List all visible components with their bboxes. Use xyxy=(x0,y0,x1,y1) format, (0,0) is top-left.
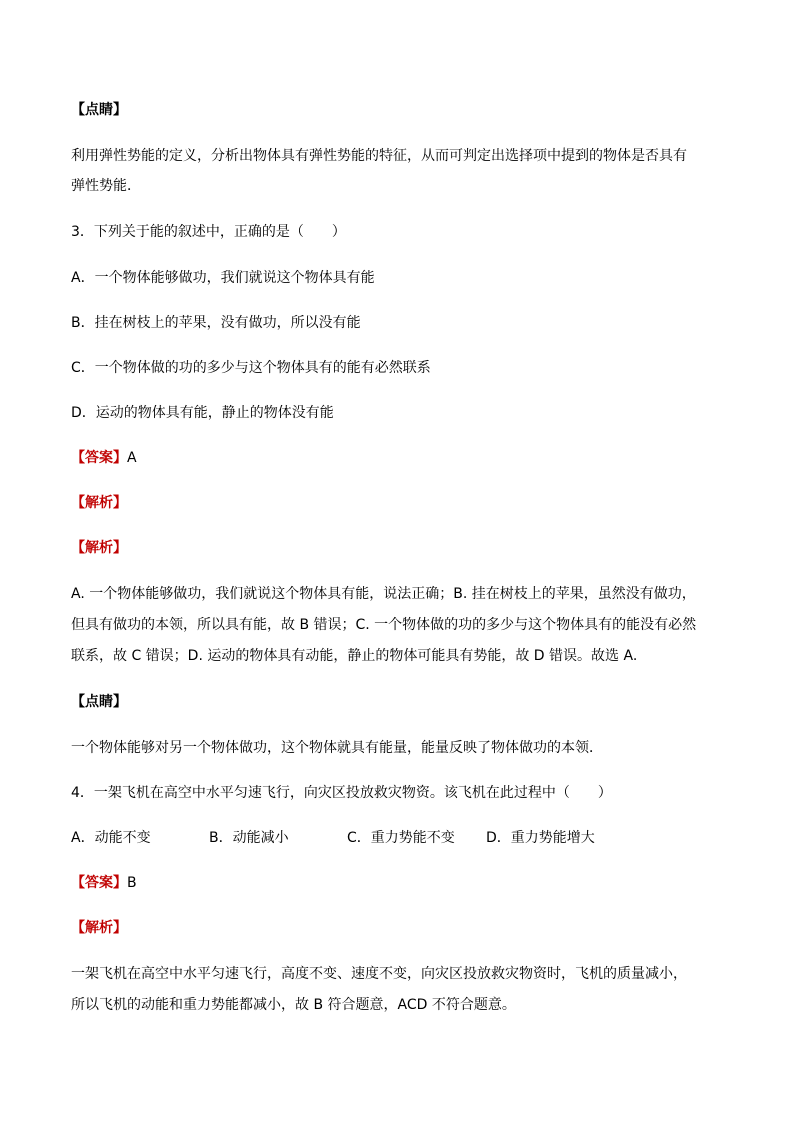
answer-value: A xyxy=(127,450,137,466)
question-4-answer xyxy=(71,873,731,893)
question-4-analysis-line1: 一架飞机在高空中水平匀速飞行，高度不变、速度不变，向灾区投放救灾物资时，飞机的质量减小， xyxy=(71,966,687,982)
question-3-option-d: D．运动的物体具有能，静止的物体没有能 xyxy=(71,405,334,421)
question-3-dianjing-text: 一个物体能够对另一个物体做功，这个物体就具有能量，能量反映了物体做功的本领． xyxy=(71,740,603,756)
question-3-analysis-label-1: 【解析】 xyxy=(71,495,127,511)
question-3-analysis-label-2: 【解析】 xyxy=(71,540,127,556)
question-3-analysis-line2: 但具有做功的本领，所以具有能，故 B 错误；C. 一个物体做的功的多少与这个物体具有的能没有必然 xyxy=(71,617,697,633)
question-4-analysis-line2: 所以飞机的动能和重力势能都减小，故 B 符合题意，ACD 不符合题意。 xyxy=(71,997,516,1013)
answer-label: 【答案】 xyxy=(71,450,127,466)
question-3-option-c: C．一个物体做的功的多少与这个物体具有的能有必然联系 xyxy=(71,360,431,376)
question-3-option-b: B．挂在树枝上的苹果，没有做功，所以没有能 xyxy=(71,315,361,331)
dianjing-text-1-line2: 弹性势能． xyxy=(71,178,141,194)
question-3-answer xyxy=(71,448,731,468)
answer-value: B xyxy=(127,875,137,891)
question-4-option-a: A．动能不变 xyxy=(71,830,151,846)
dianjing-heading-1: 【点睛】 xyxy=(71,102,127,118)
question-3-stem: 3．下列关于能的叙述中，正确的是（ ） xyxy=(71,224,346,240)
question-3-analysis-line3: 联系，故 C 错误；D. 运动的物体具有动能，静止的物体可能具有势能，故 D 错误。故选 A. xyxy=(71,648,638,664)
question-3-option-a: A．一个物体能够做功，我们就说这个物体具有能 xyxy=(71,270,375,286)
question-3-dianjing-heading: 【点睛】 xyxy=(71,694,127,710)
dianjing-text-1-line1: 利用弹性势能的定义，分析出物体具有弹性势能的特征，从而可判定出选择项中提到的物体是否具有 xyxy=(71,148,687,164)
question-4-option-b: B．动能减小 xyxy=(209,830,289,846)
question-3-analysis-line1: A. 一个物体能够做功，我们就说这个物体具有能，说法正确；B. 挂在树枝上的苹果，虽然没有做功， xyxy=(71,586,696,602)
question-4-analysis-label: 【解析】 xyxy=(71,920,127,936)
question-4-option-c: C．重力势能不变 xyxy=(347,830,455,846)
question-4-option-d: D．重力势能增大 xyxy=(486,830,595,846)
answer-label: 【答案】 xyxy=(71,875,127,891)
question-4-stem: 4．一架飞机在高空中水平匀速飞行，向灾区投放救灾物资。该飞机在此过程中（ ） xyxy=(71,785,612,801)
